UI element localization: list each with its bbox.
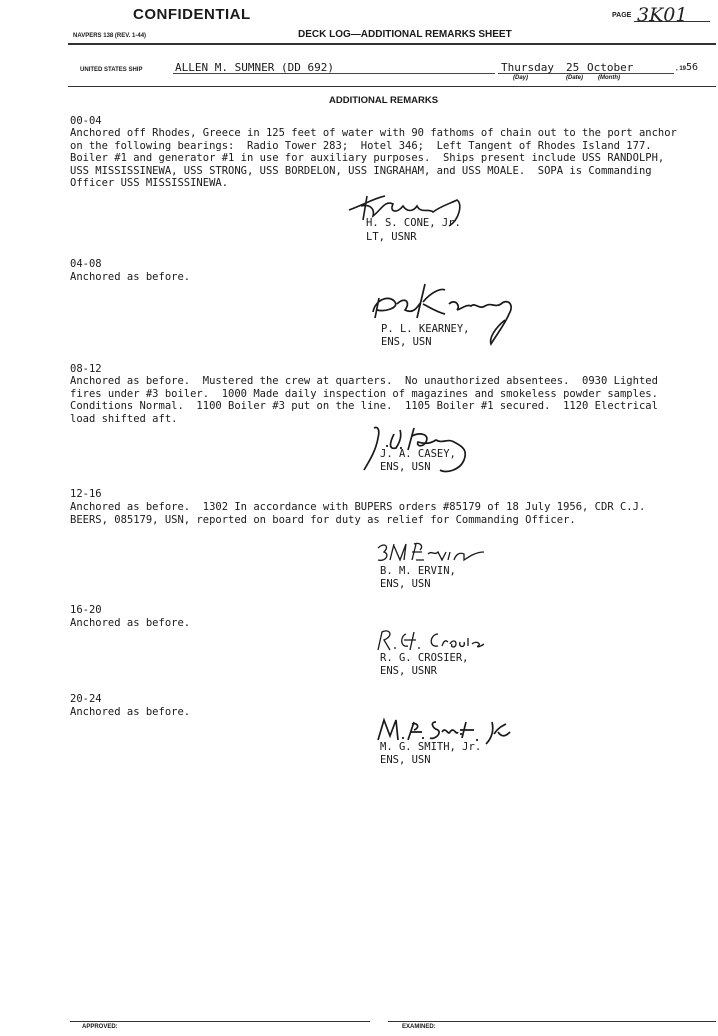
log-day: Thursday [501, 61, 554, 74]
examined-label: EXAMINED: [402, 1024, 436, 1030]
sheet-title: DECK LOG—ADDITIONAL REMARKS SHEET [298, 29, 512, 40]
signature-crosier [372, 626, 484, 654]
signer-name: H. S. CONE, Jr. [366, 217, 461, 229]
examined-line [388, 1021, 716, 1022]
entry-remarks: Anchored off Rhodes, Greece in 125 feet of water with 90 fathoms of chain out to the port anchor on the following bearings: Radio Tower 283; Hotel 346; Left Tangent of Rhodes Island 177. Boiler #1 and generator #1 in use for auxiliary purposes. Ships present include USS RANDOLPH, USS MISSISSINEWA, USS STRONG, USS BORDELON, USS INGRAHAM, and USS MOALE. SOPA is Commanding Officer USS MISSISSINEWA. [70, 127, 677, 189]
signer-name: R. G. CROSIER, [380, 652, 469, 664]
section-title: ADDITIONAL REMARKS [329, 95, 439, 106]
classification-label: CONFIDENTIAL [133, 6, 251, 23]
page-number-line [634, 21, 710, 22]
signer-rank: ENS, USN [380, 461, 431, 473]
header-rule [68, 43, 716, 45]
log-year: 56 [686, 62, 699, 73]
signer-name: M. G. SMITH, Jr. [380, 741, 482, 753]
approved-label: APPROVED: [82, 1024, 118, 1030]
entry-remarks: Anchored as before. Mustered the crew at quarters. No unauthorized absentees. 0930 Lighted fires under #3 boiler. 1000 Made daily inspection of magazines and smokeless powder samples. Conditions Normal. 1100 Boiler #3 put on the line. 1105 Boiler #1 secured. 1120 Electrical load shifted aft. [70, 375, 658, 425]
approved-line [70, 1021, 370, 1022]
ship-label: UNITED STATES SHIP [80, 67, 143, 73]
entry-remarks: Anchored as before. 1302 In accordance with BUPERS orders #85179 of 18 July 1956, CDR C.J. BEERS, 085179, USN, reported on board for duty as relief for Commanding Officer. [70, 501, 646, 526]
entry-remarks: Anchored as before. [70, 617, 191, 629]
date-caption: (Date) [566, 75, 584, 81]
month-caption: (Month) [598, 75, 620, 81]
date-line [498, 73, 674, 74]
day-caption: (Day) [513, 75, 529, 81]
signer-rank: ENS, USN [380, 578, 431, 590]
entry-remarks: Anchored as before. [70, 271, 191, 283]
signer-name: B. M. ERVIN, [380, 565, 456, 577]
log-month: October [587, 61, 634, 74]
watch-label: 12-16 [70, 488, 102, 500]
signer-name: P. L. KEARNEY, [381, 323, 470, 335]
watch-label: 20-24 [70, 693, 102, 705]
signer-rank: ENS, USN [380, 754, 431, 766]
signer-rank: ENS, USNR [380, 665, 437, 677]
signature-ervin [372, 538, 490, 568]
watch-label: 16-20 [70, 604, 102, 616]
page-label: PAGE [612, 12, 632, 19]
watch-label: 08-12 [70, 363, 102, 375]
form-id: NAVPERS 138 (REV. 1-44) [73, 33, 147, 39]
log-date: 25 [566, 61, 580, 74]
ship-name: ALLEN M. SUMNER (DD 692) [175, 61, 334, 74]
page-number: 3K01 [637, 4, 688, 26]
signer-rank: ENS, USN [381, 336, 432, 348]
ship-name-line [173, 73, 495, 74]
year-prefix: , 19 [676, 66, 687, 72]
signer-rank: LT, USNR [366, 231, 417, 243]
ship-rule [68, 86, 716, 87]
signer-name: J. A. CASEY, [380, 448, 456, 460]
entry-remarks: Anchored as before. [70, 706, 191, 718]
watch-label: 04-08 [70, 258, 102, 270]
watch-label: 00-04 [70, 115, 102, 127]
